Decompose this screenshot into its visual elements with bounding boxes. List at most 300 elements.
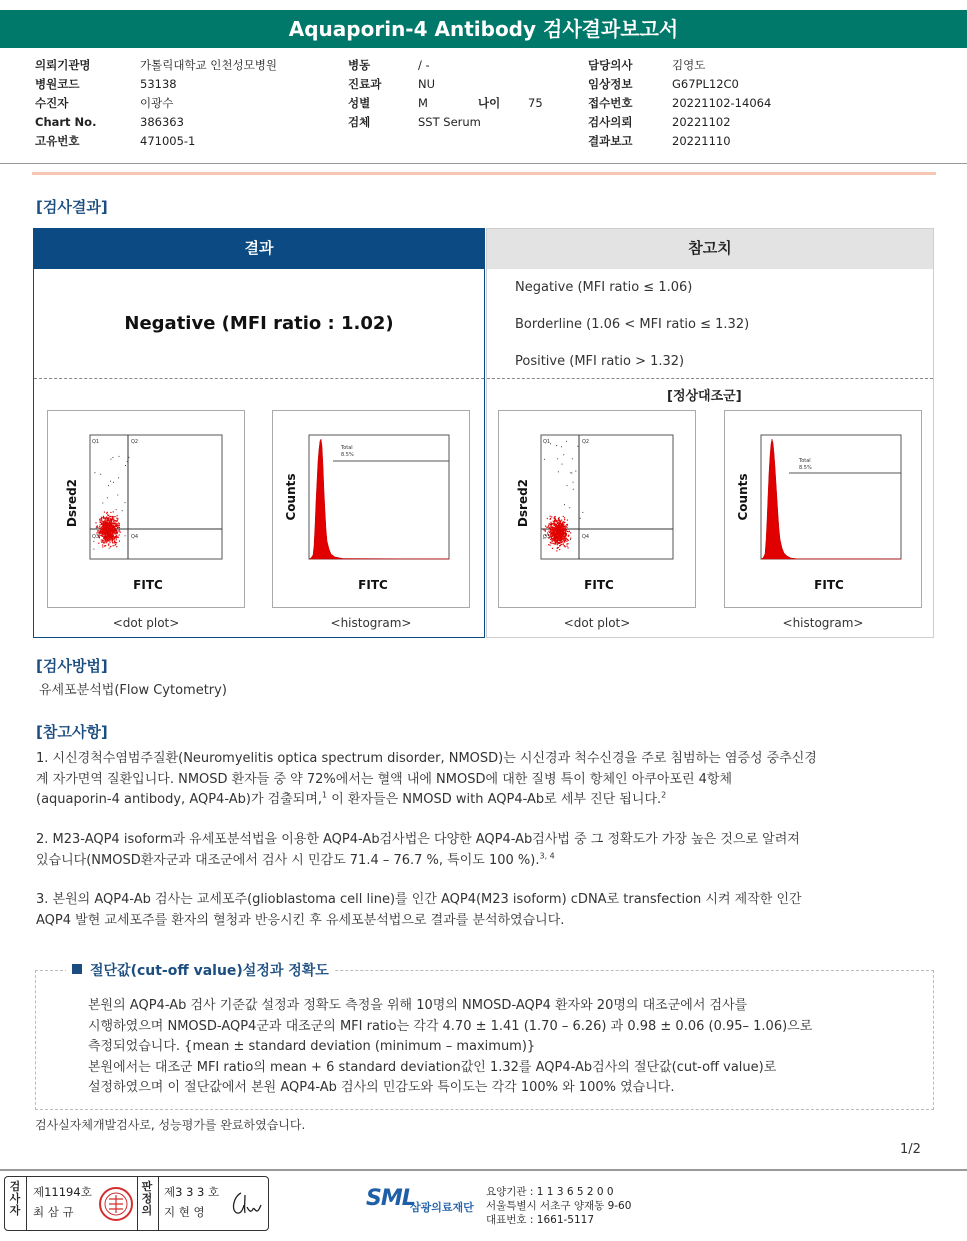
dot-point	[551, 543, 552, 544]
dot-point	[552, 531, 553, 532]
dot-point	[110, 523, 111, 524]
dot-point	[101, 517, 102, 518]
result-header: 결과	[34, 229, 484, 269]
dot-point	[551, 534, 552, 535]
dot-point	[112, 517, 113, 518]
info-row	[35, 75, 277, 94]
dot-point	[551, 516, 552, 517]
dot-point	[558, 518, 559, 519]
info-row	[348, 75, 543, 94]
dot-point	[109, 535, 110, 536]
dot-point	[550, 522, 551, 523]
dot-point	[106, 534, 107, 535]
dot-point	[561, 520, 562, 521]
dot-point	[102, 524, 103, 525]
dot-point	[558, 547, 559, 548]
signature-icon	[227, 1187, 265, 1221]
dot-point	[557, 543, 558, 544]
dot-point	[114, 533, 115, 534]
info-label: 진료과	[348, 77, 382, 91]
dot-point	[567, 520, 568, 521]
info-row	[348, 56, 543, 75]
dot-point	[100, 524, 101, 525]
patient-histogram	[272, 410, 470, 608]
dot-point	[557, 458, 558, 459]
dot-point	[110, 539, 111, 540]
dot-point	[115, 544, 116, 545]
sml-logo: SML	[366, 1186, 415, 1211]
dot-point	[548, 524, 549, 525]
examiner-info	[33, 1182, 92, 1222]
dot-point	[570, 539, 571, 540]
dot-point	[116, 518, 117, 519]
dot-point	[110, 534, 111, 535]
dot-point	[111, 523, 112, 524]
dot-point	[118, 525, 119, 526]
dot-point	[116, 509, 117, 510]
dot-point	[560, 538, 561, 539]
caption-dot-plot: <dot plot>	[112, 616, 180, 630]
dot-point	[102, 539, 103, 540]
q3-label: Q3	[92, 534, 100, 540]
dot-point	[564, 526, 565, 527]
dot-point	[562, 544, 563, 545]
q4-label: Q4	[131, 534, 139, 540]
dot-y-axis-label: Dsred2	[65, 478, 79, 528]
dot-point	[125, 502, 126, 503]
dot-point	[108, 527, 109, 528]
dot-plot-svg	[499, 411, 695, 607]
dot-point	[554, 532, 555, 533]
dot-point	[100, 528, 101, 529]
judge-name: 지 현 영	[164, 1205, 205, 1219]
dot-point	[112, 519, 113, 520]
divider	[137, 1177, 138, 1230]
info-column-3	[588, 56, 771, 151]
dot-point	[118, 530, 119, 531]
dot-point	[95, 522, 96, 523]
dot-point	[549, 532, 550, 533]
age-label: 나이	[478, 96, 501, 110]
dot-point	[106, 513, 107, 514]
signature-block	[4, 1176, 269, 1231]
dot-point	[113, 539, 114, 540]
dot-point	[551, 525, 552, 526]
dot-point	[562, 464, 563, 465]
dot-point	[113, 545, 114, 546]
histogram-svg	[725, 411, 921, 607]
dot-point	[562, 541, 563, 542]
judge-info	[164, 1182, 219, 1222]
dot-point	[573, 489, 574, 490]
histogram-gate-pct: 8.5%	[341, 452, 354, 458]
examiner-license: 제11194호	[33, 1185, 92, 1199]
dot-point	[112, 525, 113, 526]
page-number: 1/2	[900, 1142, 921, 1157]
note-line: 계 자가면역 질환입니다. NMOSD 환자들 중 약 72%에서는 혈액 내에 NMOSD에 대한 질병 특이 항체인 아쿠아포린 4항체	[36, 771, 733, 787]
info-value: 20221102-14064	[672, 96, 772, 110]
dot-point	[545, 530, 546, 531]
dot-point	[119, 530, 120, 531]
dot-point	[104, 527, 105, 528]
dot-point	[558, 533, 559, 534]
dot-point	[104, 534, 105, 535]
hist-x-axis-label: FITC	[358, 578, 388, 592]
info-value: G67PL12C0	[672, 77, 739, 91]
dot-point	[564, 537, 565, 538]
dot-y-axis-label: Dsred2	[516, 478, 530, 528]
dot-point	[114, 530, 115, 531]
dot-point	[102, 503, 103, 504]
dot-point	[112, 542, 113, 543]
dot-point	[555, 533, 556, 534]
dot-point	[554, 518, 555, 519]
dot-point	[116, 539, 117, 540]
dot-point	[561, 544, 562, 545]
note-3	[36, 890, 802, 931]
dot-point	[552, 539, 553, 540]
info-value: 가톨릭대학교 인천성모병원	[140, 58, 277, 72]
dot-point	[101, 524, 102, 525]
dot-point	[557, 542, 558, 543]
q4-label: Q4	[582, 534, 590, 540]
reference-positive: Positive (MFI ratio > 1.32)	[515, 354, 685, 369]
dot-point	[116, 533, 117, 534]
dot-point	[110, 528, 111, 529]
section-notes-heading: [참고사항]	[36, 723, 108, 741]
dot-point	[566, 541, 567, 542]
dot-point	[100, 535, 101, 536]
info-value: 386363	[140, 115, 184, 129]
dot-point	[564, 504, 565, 505]
dot-point	[570, 538, 571, 539]
dot-point	[117, 527, 118, 528]
dot-point	[104, 542, 105, 543]
dot-point	[549, 527, 550, 528]
dot-point	[557, 528, 558, 529]
dot-point	[116, 542, 117, 543]
dot-point	[113, 523, 114, 524]
note-text: 있습니다(NMOSD환자군과 대조군에서 검사 시 민감도 71.4 – 76.7 %, 특이도 100 %).	[36, 852, 540, 868]
dot-point	[97, 525, 98, 526]
dot-point	[106, 525, 107, 526]
dot-point	[100, 520, 101, 521]
dot-point	[564, 522, 565, 523]
dot-point	[113, 537, 114, 538]
dot-point	[113, 534, 114, 535]
dot-point	[99, 526, 100, 527]
info-value: 53138	[140, 77, 177, 91]
info-label: 검사의뢰	[588, 115, 633, 129]
info-label: 병원코드	[35, 77, 80, 91]
dot-point	[562, 538, 563, 539]
cutoff-title	[66, 960, 335, 980]
dot-point	[107, 519, 108, 520]
dot-point	[568, 529, 569, 530]
plot-frame	[761, 435, 901, 559]
dot-point	[106, 523, 107, 524]
report-title: Aquaporin-4 Antibody 검사결과보고서	[0, 10, 967, 48]
dot-point	[117, 520, 118, 521]
dot-point	[110, 546, 111, 547]
dot-point	[128, 457, 129, 458]
dot-point	[564, 517, 565, 518]
info-label: 고유번호	[35, 134, 80, 148]
control-histogram	[724, 410, 922, 608]
info-value: SST Serum	[418, 115, 481, 129]
info-label: 담당의사	[588, 58, 633, 72]
dot-point	[550, 518, 551, 519]
org-line: 서울특별시 서초구 양재동 9-60	[486, 1200, 632, 1212]
dot-point	[119, 456, 120, 457]
caption-histogram: <histogram>	[330, 616, 412, 630]
note-line: 1. 시신경척수염범주질환(Neuromyelitis optica spectrum disorder, NMOSD)는 시신경과 척수신경을 주로 침범하는 염증성 중추신경	[36, 751, 817, 766]
dot-point	[110, 542, 111, 543]
dot-point	[567, 485, 568, 486]
dot-point	[561, 525, 562, 526]
dot-point	[105, 540, 106, 541]
dot-point	[107, 534, 108, 535]
result-panel	[33, 228, 485, 638]
dot-point	[550, 545, 551, 546]
info-value: 20221102	[672, 115, 731, 129]
dot-point	[555, 543, 556, 544]
dot-point	[566, 527, 567, 528]
dot-point	[100, 533, 101, 534]
dot-point	[559, 543, 560, 544]
info-label: 검체	[348, 115, 371, 129]
info-row	[588, 132, 771, 151]
dot-point	[556, 524, 557, 525]
histogram-gate-label: Total	[341, 445, 353, 451]
info-value: NU	[418, 77, 436, 91]
info-label: 접수번호	[588, 96, 633, 110]
dot-point	[554, 541, 555, 542]
dot-point	[565, 534, 566, 535]
dot-point	[568, 535, 569, 536]
note-2	[36, 830, 800, 871]
cutoff-line: 설정하였으며 이 절단값에서 본원 AQP4-Ab 검사의 민감도와 특이도는 각각 100% 와 100% 였습니다.	[88, 1080, 675, 1095]
dot-point	[101, 519, 102, 520]
histogram-peak	[761, 439, 901, 559]
citation: 1	[322, 790, 328, 800]
dot-point	[567, 525, 568, 526]
dot-point	[558, 471, 559, 472]
dot-point	[557, 522, 558, 523]
note-text: (aquaporin-4 antibody, AQP4-Ab)가 검출되며,	[36, 792, 323, 807]
dot-point	[559, 549, 560, 550]
info-column-1	[35, 56, 277, 151]
dot-point	[552, 541, 553, 542]
dot-point	[102, 546, 103, 547]
dot-point	[552, 548, 553, 549]
dot-point	[547, 518, 548, 519]
dot-point	[106, 531, 107, 532]
dot-point	[98, 530, 99, 531]
dot-point	[567, 543, 568, 544]
dot-point	[99, 532, 100, 533]
dot-point	[562, 523, 563, 524]
info-label: 임상정보	[588, 77, 633, 91]
dot-point	[107, 530, 108, 531]
dot-point	[553, 530, 554, 531]
control-dot-plot	[498, 410, 696, 608]
dot-point	[105, 519, 106, 520]
info-label: 의뢰기관명	[35, 58, 91, 72]
dot-point	[108, 545, 109, 546]
dot-point	[117, 515, 118, 516]
dot-point	[110, 459, 111, 460]
dot-point	[112, 457, 113, 458]
dot-point	[565, 525, 566, 526]
org-address	[486, 1185, 631, 1227]
dot-point	[114, 543, 115, 544]
q1-label: Q1	[543, 439, 551, 445]
dot-point	[560, 528, 561, 529]
dot-point	[118, 523, 119, 524]
dot-point	[109, 520, 110, 521]
info-label: 병동	[348, 58, 371, 72]
dot-point	[560, 521, 561, 522]
info-value: / -	[418, 58, 430, 72]
info-row	[35, 113, 277, 132]
dot-point	[116, 526, 117, 527]
dot-point	[545, 531, 546, 532]
dot-point	[108, 541, 109, 542]
dot-point	[577, 446, 578, 447]
cutoff-line: 본원의 AQP4-Ab 검사 기준값 설정과 정확도 측정을 위해 10명의 NMOSD-AQP4 환자와 20명의 대조군에서 검사를	[88, 998, 748, 1013]
dot-point	[556, 538, 557, 539]
square-bullet-icon	[72, 964, 82, 974]
dot-point	[567, 531, 568, 532]
dot-point	[556, 535, 557, 536]
dot-point	[565, 538, 566, 539]
examiner-name: 최 삼 규	[33, 1205, 74, 1219]
dot-point	[560, 540, 561, 541]
info-label: 성별	[348, 96, 371, 110]
dot-point	[107, 497, 108, 498]
histogram-peak	[309, 439, 449, 559]
dot-point	[570, 472, 571, 473]
dot-point	[125, 535, 126, 536]
dot-point	[108, 515, 109, 516]
dot-point	[102, 529, 103, 530]
dot-point	[114, 527, 115, 528]
org-line: 대표번호 : 1661-5117	[486, 1214, 595, 1226]
dot-point	[104, 512, 105, 513]
dot-point	[566, 529, 567, 530]
note-1	[36, 749, 817, 811]
dot-point	[559, 529, 560, 530]
info-label: 결과보고	[588, 134, 633, 148]
age-value: 75	[528, 96, 543, 110]
dot-point	[114, 540, 115, 541]
dot-point	[125, 465, 126, 466]
hist-y-axis-label: Counts	[736, 473, 750, 521]
dot-point	[557, 530, 558, 531]
dot-point	[564, 542, 565, 543]
dot-point	[103, 529, 104, 530]
histogram-gate-pct: 8.5%	[799, 465, 812, 471]
dot-point	[553, 537, 554, 538]
dot-point	[117, 523, 118, 524]
cutoff-text	[88, 996, 918, 1099]
dot-point	[557, 521, 558, 522]
dot-point	[559, 517, 560, 518]
dot-point	[566, 441, 567, 442]
reference-header: 참고치	[487, 229, 933, 269]
caption-dot-plot: <dot plot>	[563, 616, 631, 630]
dot-point	[553, 534, 554, 535]
dot-point	[115, 536, 116, 537]
dot-point	[97, 530, 98, 531]
dot-point	[103, 538, 104, 539]
dot-point	[111, 519, 112, 520]
dot-point	[103, 536, 104, 537]
dot-point	[543, 529, 544, 530]
dot-point	[558, 525, 559, 526]
dot-point	[569, 507, 570, 508]
dot-point	[113, 536, 114, 537]
dot-point	[563, 533, 564, 534]
header-divider	[0, 163, 967, 164]
dot-point	[113, 482, 114, 483]
dot-point	[115, 537, 116, 538]
cutoff-title-text: 절단값(cut-off value)설정과 정확도	[90, 963, 329, 979]
dot-point	[103, 521, 104, 522]
dot-point	[99, 528, 100, 529]
footer-note: 검사실자체개발검사로, 성능평가를 완료하였습니다.	[35, 1118, 306, 1132]
dot-point	[102, 521, 103, 522]
dot-point	[556, 530, 557, 531]
dot-point	[119, 527, 120, 528]
dot-point	[565, 546, 566, 547]
seal-stamp-icon	[97, 1185, 135, 1223]
result-value: Negative (MFI ratio : 1.02)	[34, 269, 484, 379]
dot-point	[563, 521, 564, 522]
info-value: 471005-1	[140, 134, 196, 148]
dot-point	[555, 539, 556, 540]
dot-point	[557, 536, 558, 537]
dot-point	[555, 516, 556, 517]
dot-point	[119, 541, 120, 542]
dot-point	[558, 520, 559, 521]
org-line: 요양기관 : 1 1 3 6 5 2 0 0	[486, 1186, 614, 1198]
dot-point	[560, 534, 561, 535]
reference-negative: Negative (MFI ratio ≤ 1.06)	[515, 280, 693, 295]
dot-point	[117, 532, 118, 533]
dot-point	[553, 528, 554, 529]
note-line	[36, 851, 800, 872]
dot-point	[582, 512, 583, 513]
histogram-svg	[273, 411, 469, 607]
dot-point	[117, 536, 118, 537]
dot-point	[554, 525, 555, 526]
dot-point	[568, 531, 569, 532]
dot-point	[99, 533, 100, 534]
dot-point	[559, 539, 560, 540]
patient-dot-plot	[47, 410, 245, 608]
dot-x-axis-label: FITC	[584, 578, 614, 592]
dot-point	[103, 517, 104, 518]
dot-point	[564, 529, 565, 530]
dot-point	[559, 523, 560, 524]
dot-point	[563, 538, 564, 539]
q1-label: Q1	[92, 439, 100, 445]
dot-point	[548, 531, 549, 532]
dot-point	[546, 527, 547, 528]
dot-point	[562, 535, 563, 536]
